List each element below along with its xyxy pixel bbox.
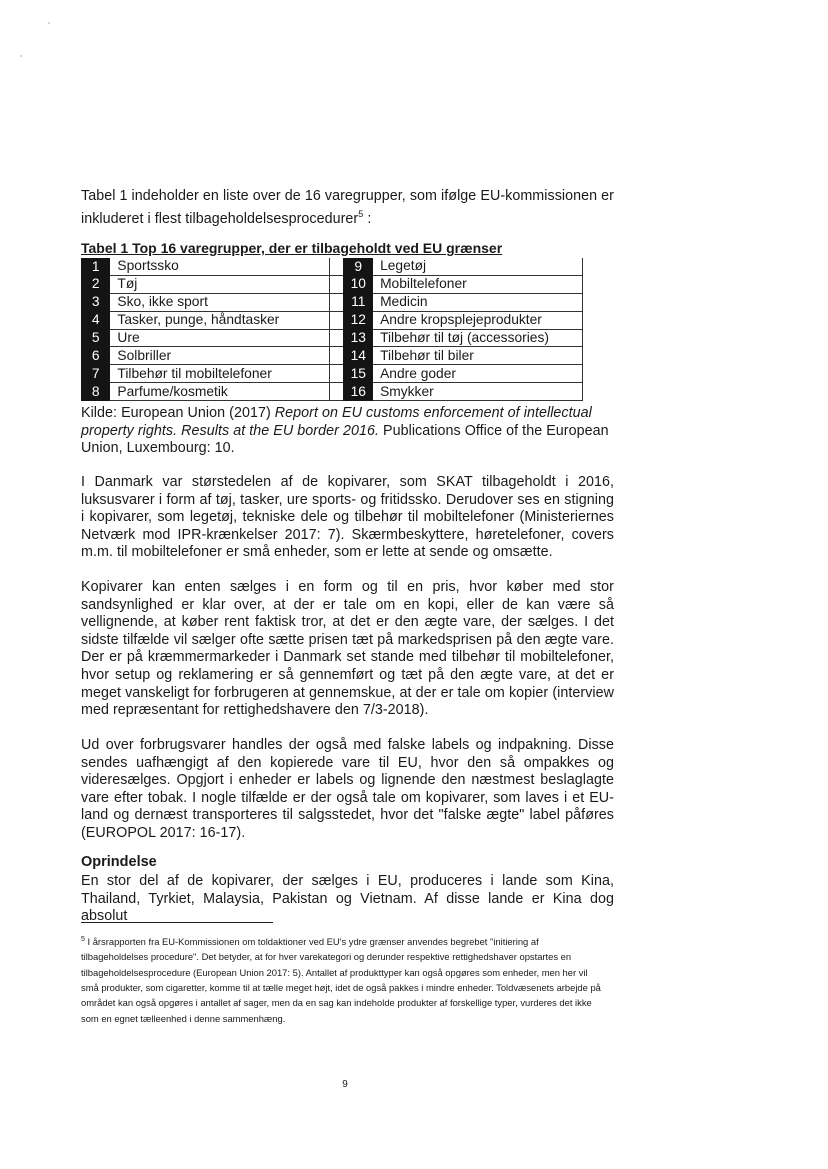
intro-end: : <box>363 210 372 227</box>
rank-number: 7 <box>81 365 110 383</box>
rank-number: 13 <box>343 329 373 347</box>
rank-number: 8 <box>81 383 110 401</box>
paragraph-text: Ud over forbrugsvarer handles der også med falske labels og indpakning. Disse sendes uafhængigt af den kopierede vare til EU, hvor den så ompakkes og videresælges. Opgjort i enheder er labels og lignende den næstmest beslaglagte vare efter tobak. I nogle tilfælde er der også tale om kopivarer, som laves i et EU-land og dernæst transporteres til salgsstedet, hvor det "falske ægte" label påføres (EUROPOL 2017: 16-17). <box>81 737 614 841</box>
rank-number: 16 <box>343 383 373 401</box>
category-name: Sportssko <box>110 258 329 275</box>
rank-number: 6 <box>81 347 110 365</box>
category-name: Andre kropsplejeprodukter <box>373 311 582 329</box>
column-gap <box>329 365 343 383</box>
paragraph <box>81 474 614 562</box>
rank-number: 3 <box>81 293 110 311</box>
category-name: Andre goder <box>373 365 582 383</box>
source-suffix: Publications Office of the European Union, Luxembourg: 10. <box>81 422 609 457</box>
footnote-divider <box>81 922 273 923</box>
column-gap <box>329 347 343 365</box>
column-gap <box>329 293 343 311</box>
category-name: Sko, ikke sport <box>110 293 329 311</box>
column-gap <box>329 275 343 293</box>
source-prefix: Kilde: European Union (2017) <box>81 405 275 421</box>
table-row <box>81 347 583 365</box>
footnote-marker: 5 <box>81 936 85 943</box>
category-name: Mobiltelefoner <box>373 275 582 293</box>
rank-number: 10 <box>343 275 373 293</box>
category-name: Tilbehør til tøj (accessories) <box>373 329 582 347</box>
category-name: Tasker, punge, håndtasker <box>110 311 329 329</box>
rank-number: 5 <box>81 329 110 347</box>
table-row <box>81 365 583 383</box>
paragraph-text: Kopivarer kan enten sælges i en form og til en pris, hvor køber med stor sandsynlighed er klar over, at der er tale om en kopi, eller de kan være så vellignende, at køber rent faktisk tror, at det er den ægte vare, der sælges. I det sidste tilfælde vil sælger ofte sætte prisen tæt på markedsprisen på den ægte vare. Der er på kræmmermarkeder i Danmark set stande med tilbehør til mobiltelefoner, hvor setup og reklamering er så gennemført og tæt på den ægte vare, at det er meget vanskeligt for forbrugeren at gennemskue, at der er tale om kopier (interview med repræsentant for rettighedshavere den 7/3-2018). <box>81 579 614 719</box>
table-title: Tabel 1 Top 16 varegrupper, der er tilbageholdt ved EU grænser <box>81 240 503 256</box>
table-row <box>81 311 583 329</box>
column-gap <box>329 258 343 275</box>
column-gap <box>329 311 343 329</box>
paragraph-text: I Danmark var størstedelen af de kopivarer, som SKAT tilbageholdt i 2016, luksusvarer i form af tøj, tasker, ure sports- og fritidssko. Derudover ses en stigning i kopivarer, som legetøj, tekniske dele og tilbehør til mobiltelefoner (Ministeriernes Netværk mod IPR-krænkelser 2017: 7). Skærmbeskyttere, høretelefoner, covers m.m. til mobiltelefoner er små enheder, som er lette at sende og omsætte. <box>81 474 614 561</box>
page-number: 9 <box>342 1079 348 1090</box>
footnote <box>81 932 605 1026</box>
rank-number: 2 <box>81 275 110 293</box>
column-gap <box>329 329 343 347</box>
rank-number: 11 <box>343 293 373 311</box>
category-name: Parfume/kosmetik <box>110 383 329 401</box>
table-source <box>81 405 614 458</box>
paragraph <box>81 737 614 843</box>
rank-number: 15 <box>343 365 373 383</box>
scan-speck <box>48 22 50 24</box>
rank-number: 1 <box>81 258 110 275</box>
intro-paragraph <box>81 188 614 228</box>
table-row <box>81 383 583 401</box>
rank-number: 9 <box>343 258 373 275</box>
category-name: Smykker <box>373 383 582 401</box>
scan-speck <box>20 55 22 57</box>
paragraph <box>81 873 614 926</box>
column-gap <box>329 383 343 401</box>
category-name: Solbriller <box>110 347 329 365</box>
table-row <box>81 329 583 347</box>
footnote-ref[interactable]: 5 <box>358 208 364 219</box>
table-row <box>81 293 583 311</box>
paragraph <box>81 579 614 720</box>
top16-grid <box>81 258 583 401</box>
section-heading: Oprindelse <box>81 854 157 870</box>
footnote-text: I årsrapporten fra EU-Kommissionen om toldaktioner ved EU's ydre grænser anvendes begrebet "initiering af tilbageholdelses procedure". Det betyder, at for hver varekategori og derunder respektive rettighedshaver opstartes en tilbageholdelsesprocedure (European Union 2017: 5). Antallet af produkttyper kan også opgøres som enheder, men her vil små produkter, som cigaretter, komme til at tælle meget højt, idet de også pakkes i mindre enheder. Toldvæsenets arbejde på området kan også opgøres i antallet af sager, men da en sag kan indeholde produkter af forskellige typer, vurderes det ikke som en egnet tælleenhed i denne sammenhæng. <box>81 936 601 1024</box>
category-name: Tilbehør til biler <box>373 347 582 365</box>
intro-text: Tabel 1 indeholder en liste over de 16 varegrupper, som ifølge EU-kommissionen er inkluderet i flest tilbageholdelsesprocedurer <box>81 188 614 227</box>
rank-number: 12 <box>343 311 373 329</box>
rank-number: 14 <box>343 347 373 365</box>
paragraph-text: En stor del af de kopivarer, der sælges i EU, produceres i lande som Kina, Thailand, Tyrkiet, Malaysia, Pakistan og Vietnam. Af disse lande er Kina dog absolut <box>81 873 614 925</box>
category-name: Medicin <box>373 293 582 311</box>
category-name: Tilbehør til mobiltelefoner <box>110 365 329 383</box>
top16-table <box>81 258 583 401</box>
table-row <box>81 258 583 275</box>
category-name: Legetøj <box>373 258 582 275</box>
source-title: Report on EU customs enforcement of intellectual property rights. Results at the EU border 2016. <box>81 405 592 439</box>
table-row <box>81 275 583 293</box>
category-name: Tøj <box>110 275 329 293</box>
category-name: Ure <box>110 329 329 347</box>
rank-number: 4 <box>81 311 110 329</box>
